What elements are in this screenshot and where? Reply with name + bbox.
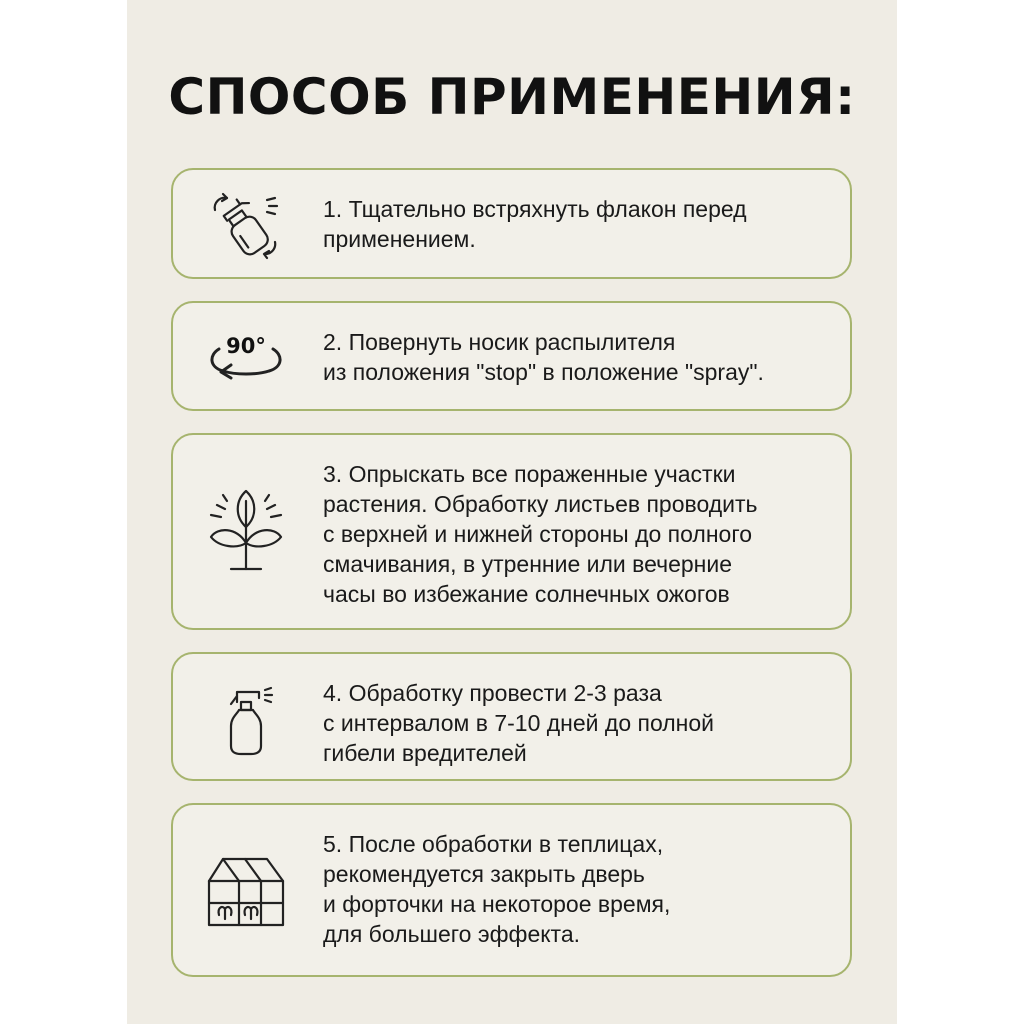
step-text-3: 3. Опрыскать все пораженные участки растения. Обработку листьев проводить с верхней и нижней стороны до полного смачивания, в утренние или вечерние часы во избежание солнечных ожогов [323,461,758,607]
step-text-1: 1. Тщательно встряхнуть флакон перед применением. [323,196,747,252]
plant-sprout-icon [201,483,291,573]
rotate-90-icon [201,313,291,403]
step-card-1 [171,168,852,279]
page-title: СПОСОБ ПРИМЕНЕНИЯ: [168,68,856,126]
spray-bottle-icon [201,674,291,764]
step-text-2: 2. Повернуть носик распылителя из положения "stop" в положение "spray". [323,329,764,385]
step-text-5: 5. После обработки в теплицах, рекомендуется закрыть дверь и форточки на некоторое время, для большего эффекта. [323,831,671,947]
step-text-4: 4. Обработку провести 2-3 раза с интервалом в 7-10 дней до полной гибели вредителей [323,680,715,766]
step-card-2 [171,301,852,411]
step-card-3 [171,433,852,630]
rotate-90-label: 90° [226,334,266,358]
step-card-5 [171,803,852,977]
shake-bottle-icon [201,180,291,270]
greenhouse-icon [201,847,291,937]
step-card-4 [171,652,852,781]
